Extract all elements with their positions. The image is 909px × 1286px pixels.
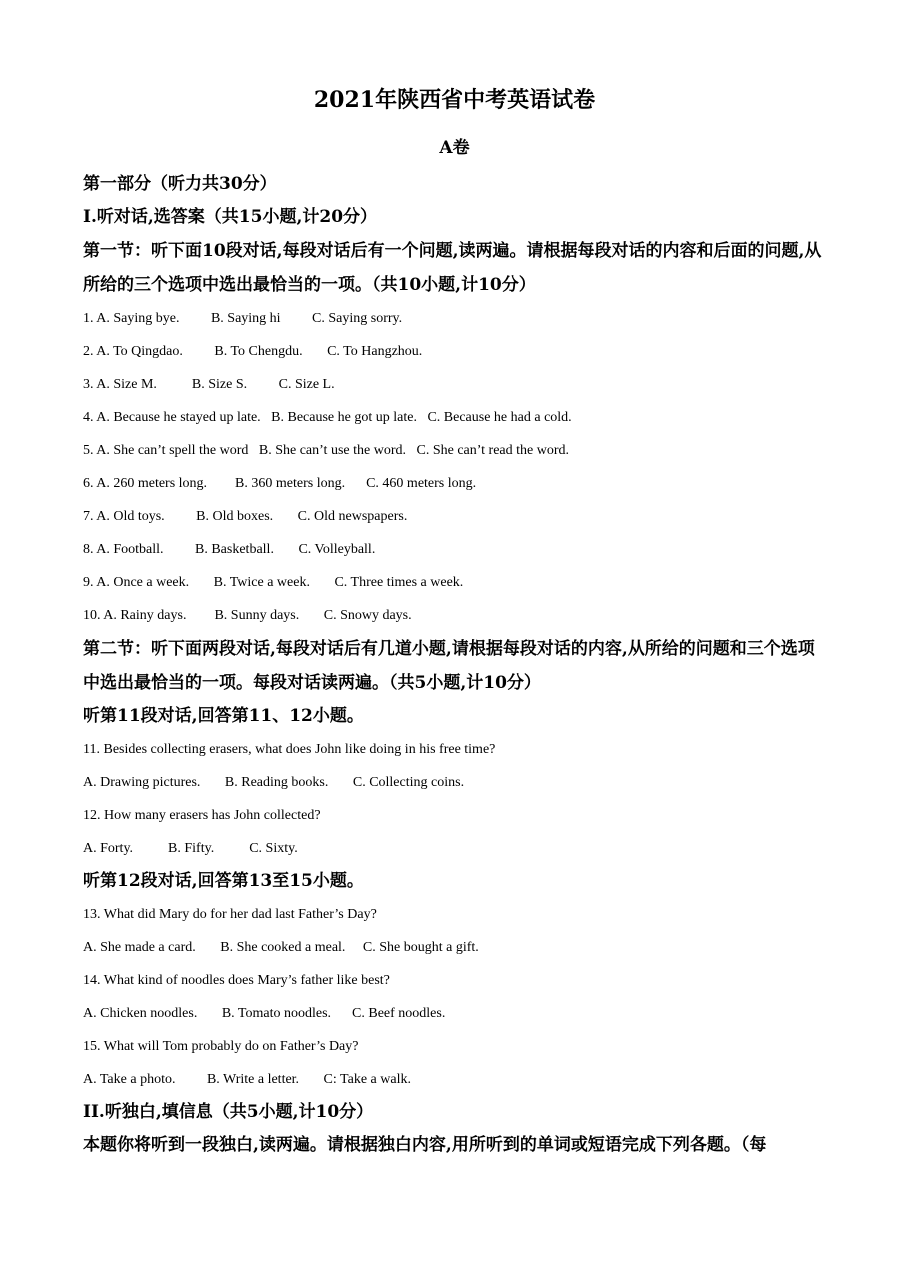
document-title: 2021年陕西省中考英语试卷 [313, 87, 596, 113]
question-stem: 15. What will Tom probably do on Father’s Day? [83, 1039, 359, 1054]
dialog-heading: 听第12段对话,回答第13至15小题。 [83, 871, 364, 891]
question-options: A. She made a card. B. She cooked a meal. C. She bought a gift. [83, 940, 479, 955]
question-item: 7. A. Old toys. B. Old boxes. C. Old newspapers. [83, 509, 408, 524]
question-item: 5. A. She can’t spell the word B. She can’t use the word. C. She can’t read the word. [83, 443, 570, 458]
part-heading: 第一部分（听力共30分） [83, 174, 277, 194]
question-item: 6. A. 260 meters long. B. 360 meters long. C. 460 meters long. [83, 476, 477, 491]
question-stem: 11. Besides collecting erasers, what does John like doing in his free time? [83, 742, 496, 757]
document-body [83, 168, 828, 1162]
section-instructions: 第二节：听下面两段对话,每段对话后有几道小题,请根据每段对话的内容,从所给的问题和三个选项中选出最恰当的一项。每段对话读两遍。（共5小题,计10分） [83, 639, 815, 693]
question-item: 8. A. Football. B. Basketball. C. Volleyball. [83, 542, 376, 557]
section-heading: II.听独白,填信息（共5小题,计10分） [83, 1102, 374, 1122]
question-stem: 14. What kind of noodles does Mary’s father like best? [83, 973, 390, 988]
question-item: 2. A. To Qingdao. B. To Chengdu. C. To Hangzhou. [83, 344, 423, 359]
question-stem: 13. What did Mary do for her dad last Father’s Day? [83, 907, 377, 922]
dialog-heading: 听第11段对话,回答第11、12小题。 [83, 706, 364, 726]
section-instructions: 第一节：听下面10段对话,每段对话后有一个问题,读两遍。请根据每段对话的内容和后面的问题,从所给的三个选项中选出最恰当的一项。（共10小题,计10分） [83, 241, 822, 295]
question-item: 9. A. Once a week. B. Twice a week. C. Three times a week. [83, 575, 464, 590]
question-options: A. Forty. B. Fifty. C. Sixty. [83, 841, 298, 856]
section-heading: I.听对话,选答案（共15小题,计20分） [83, 207, 378, 227]
question-item: 1. A. Saying bye. B. Saying hi C. Saying sorry. [83, 311, 403, 326]
volume-label: A卷 [439, 138, 470, 158]
question-stem: 12. How many erasers has John collected? [83, 808, 321, 823]
question-options: A. Drawing pictures. B. Reading books. C. Collecting coins. [83, 775, 465, 790]
question-options: A. Take a photo. B. Write a letter. C: Take a walk. [83, 1072, 411, 1087]
question-item: 3. A. Size M. B. Size S. C. Size L. [83, 377, 335, 392]
question-options: A. Chicken noodles. B. Tomato noodles. C. Beef noodles. [83, 1006, 446, 1021]
question-item: 4. A. Because he stayed up late. B. Because he got up late. C. Because he had a cold. [83, 410, 572, 425]
section-instructions: 本题你将听到一段独白,读两遍。请根据独白内容,用所听到的单词或短语完成下列各题。（每 [83, 1135, 767, 1155]
question-item: 10. A. Rainy days. B. Sunny days. C. Snowy days. [83, 608, 412, 623]
